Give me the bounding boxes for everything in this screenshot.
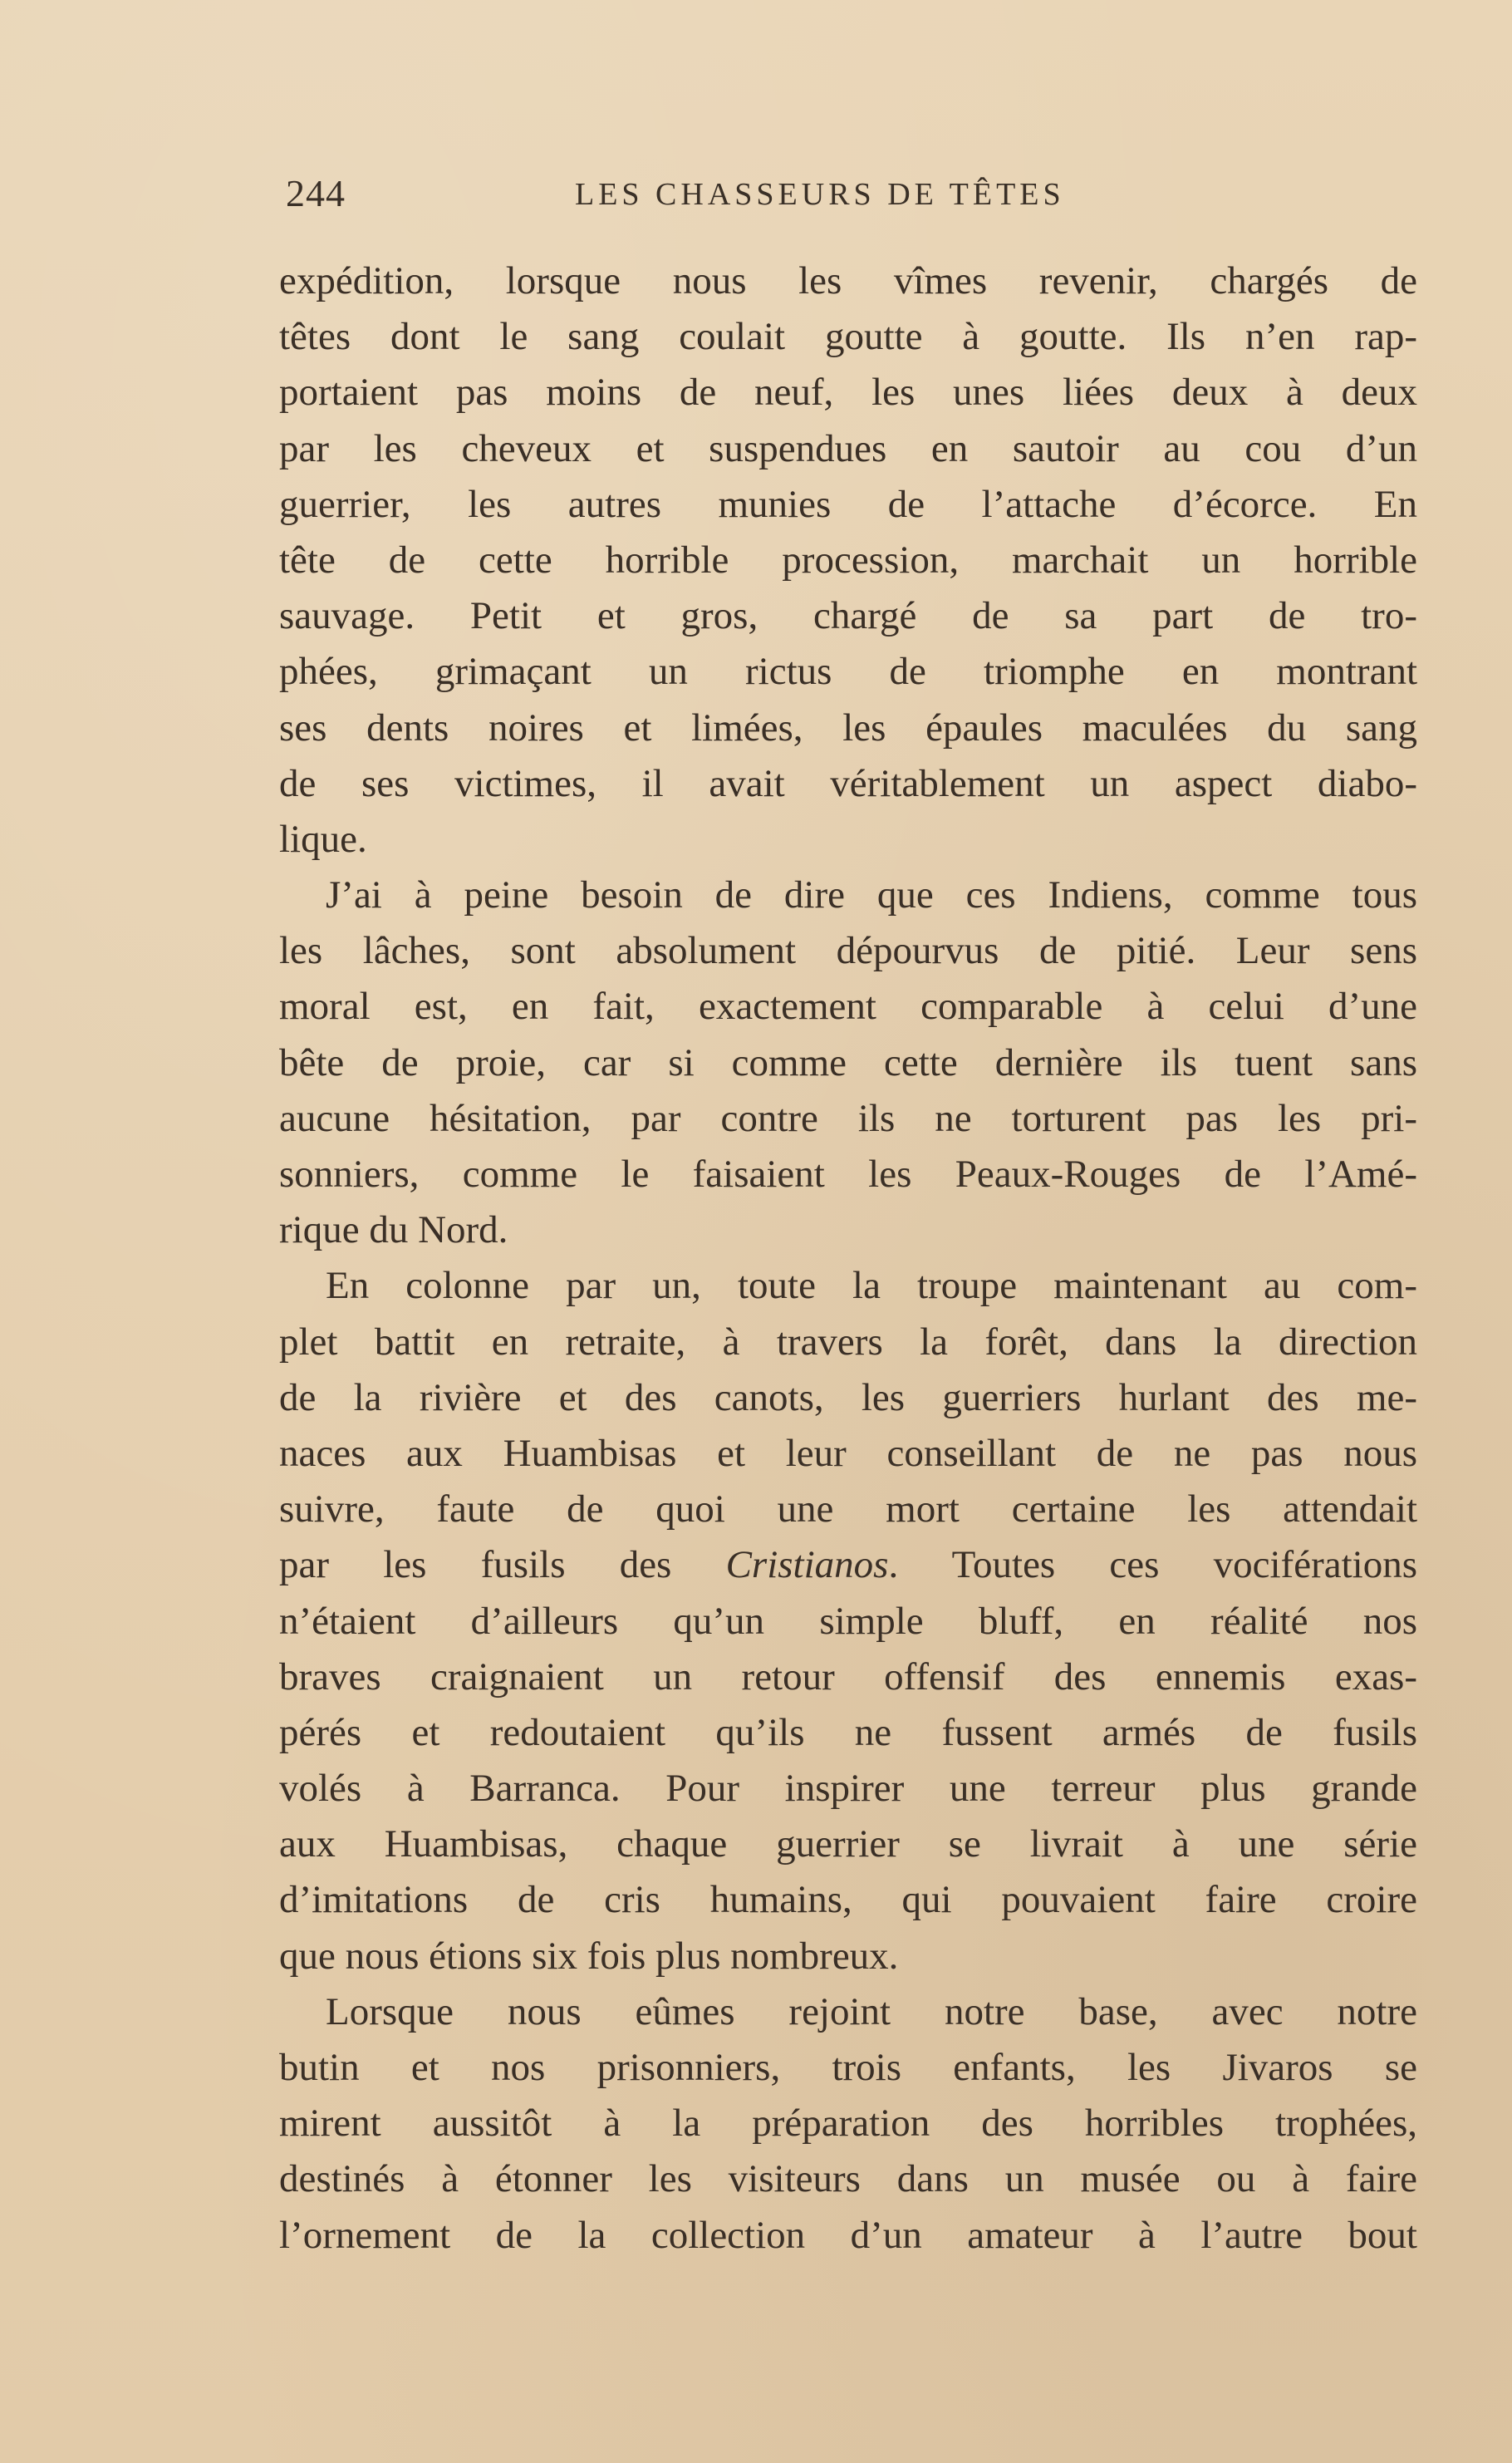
body-text (279, 253, 1417, 2264)
text-line: Lorsque nous eûmes rejoint notre base, avec notre (326, 1989, 1417, 2033)
text-line: expédition, lorsque nous les vîmes revenir, chargés de (279, 259, 1417, 302)
text-line: têtes dont le sang coulait goutte à goutte. Ils n’en rap- (279, 315, 1417, 359)
text-line: portaient pas moins de neuf, les unes liées deux à deux (279, 371, 1417, 415)
text-line: butin et nos prisonniers, trois enfants, les Jivaros se (279, 2046, 1417, 2089)
text-line: En colonne par un, toute la troupe maintenant au com- (326, 1264, 1417, 1308)
text-line: aucune hésitation, par contre ils ne torturent pas les pri- (279, 1096, 1417, 1140)
line-start: par les fusils des (279, 1543, 726, 1587)
text-line: sauvage. Petit et gros, chargé de sa part de tro- (279, 594, 1417, 638)
text-line: volés à Barranca. Pour inspirer une terreur plus grande (279, 1767, 1417, 1811)
text-line: que nous étions six fois plus nombreux. (279, 1934, 899, 1978)
running-head (286, 171, 1416, 221)
text-line: lique. (279, 817, 367, 861)
line-end: . Toutes ces vociférations (888, 1543, 1417, 1587)
text-line: phées, grimaçant un rictus de triomphe en montrant (279, 650, 1417, 694)
running-title: LES CHASSEURS DE TÊTES (575, 177, 1065, 212)
text-line: moral est, en fait, exactement comparable à celui d’une (279, 985, 1417, 1029)
text-line: tête de cette horrible procession, marchait un horrible (279, 538, 1417, 582)
text-line: n’étaient d’ailleurs qu’un simple bluff, en réalité nos (279, 1599, 1417, 1643)
text-line: guerrier, les autres munies de l’attache d’écorce. En (279, 482, 1417, 526)
page-number: 244 (286, 172, 346, 214)
text-line: d’imitations de cris humains, qui pouvaient faire croire (279, 1878, 1417, 1922)
text-line: ses dents noires et limées, les épaules maculées du sang (279, 705, 1417, 750)
text-line: destinés à étonner les visiteurs dans un musée ou à faire (279, 2157, 1417, 2201)
text-line: sonniers, comme le faisaient les Peaux-Rouges de l’Amé- (279, 1153, 1417, 1196)
text-line: par les cheveux et suspendues en sautoir au cou d’un (279, 426, 1417, 470)
italic-word: Cristianos (725, 1543, 889, 1587)
text-line: pérés et redoutaient qu’ils ne fussent armés de fusils (279, 1710, 1417, 1754)
text-line: de la rivière et des canots, les guerriers hurlant des me- (279, 1375, 1417, 1419)
text-line: braves craignaient un retour offensif des ennemis exas- (279, 1654, 1417, 1699)
text-line-with-italic (279, 1537, 1417, 1593)
text-line: J’ai à peine besoin de dire que ces Indiens, comme tous (326, 873, 1417, 917)
text-line: l’ornement de la collection d’un amateur à l’autre bout (279, 2213, 1417, 2257)
text-line: rique du Nord. (279, 1208, 508, 1252)
text-line: mirent aussitôt à la préparation des horribles trophées, (279, 2102, 1417, 2146)
text-line: naces aux Huambisas et leur conseillant de ne pas nous (279, 1431, 1417, 1475)
text-line: bête de proie, car si comme cette dernière ils tuent sans (279, 1040, 1417, 1084)
text-line: aux Huambisas, chaque guerrier se livrait à une série (279, 1822, 1417, 1866)
text-line: de ses victimes, il avait véritablement un aspect diabo- (279, 761, 1417, 805)
text-line: les lâches, sont absolument dépourvus de pitié. Leur sens (279, 929, 1417, 973)
text-line: suivre, faute de quoi une mort certaine les attendait (279, 1487, 1417, 1531)
text-line: plet battit en retraite, à travers la forêt, dans la direction (279, 1320, 1417, 1364)
